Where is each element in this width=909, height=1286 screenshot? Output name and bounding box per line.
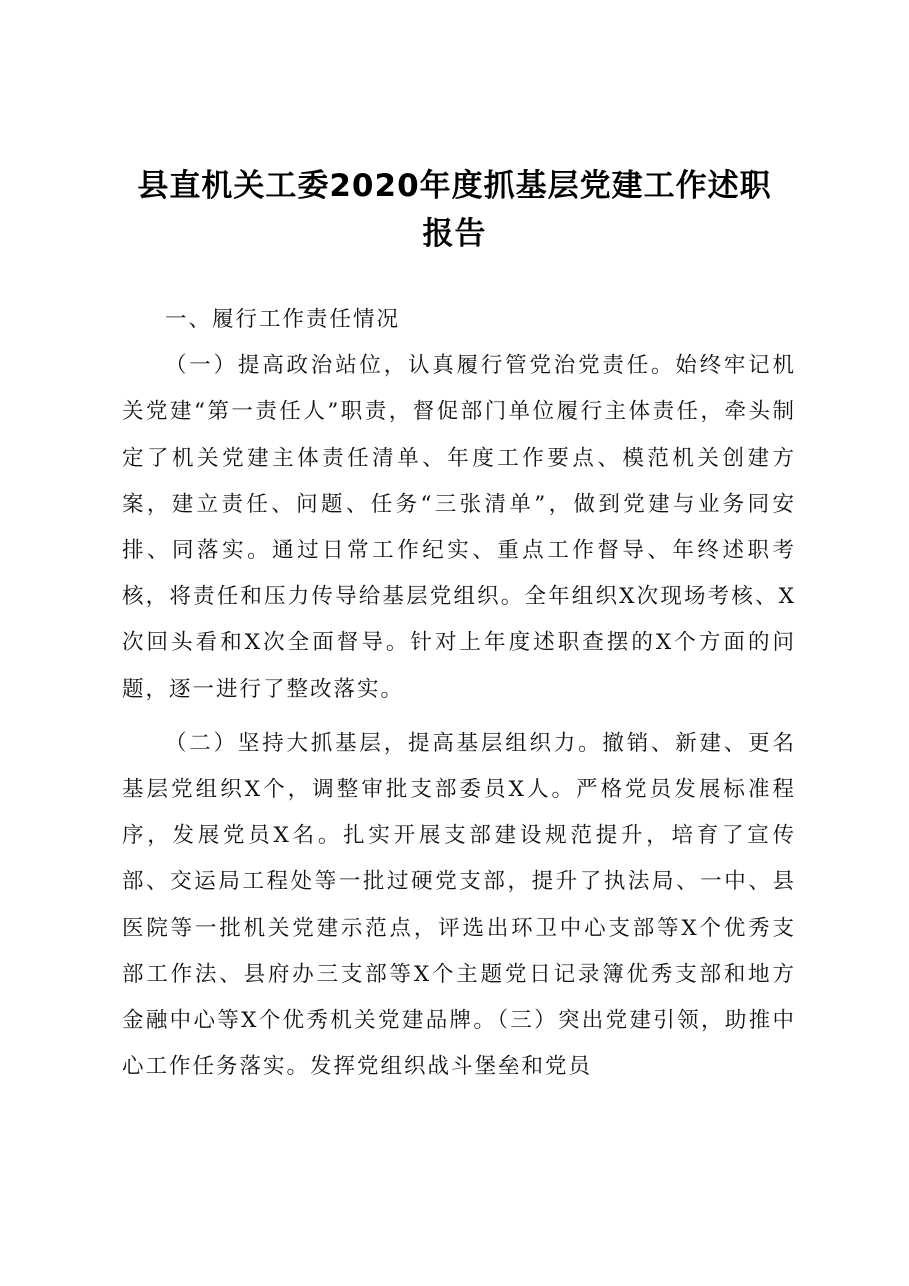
paragraph-1: （一）提高政治站位，认真履行管党治党责任。始终牢记机关党建“第一责任人”职责，督促部门单位履行主体责任，牵头制定了机关党建主体责任清单、年度工作要点、模范机关创建方案，建立责任、问题、任务“三张清单”，做到党建与业务同安排、同落实。通过日常工作纪实、重点工作督导、年终述职考核，将责任和压力传导给基层党组织。全年组织X次现场考核、X次回头看和X次全面督导。针对上年度述职查摆的X个方面的问题，逐一进行了整改落实。 <box>122 353 796 702</box>
document-body <box>122 297 796 1098</box>
title-line-2: 报告 <box>422 216 487 252</box>
paragraph-2: （二）坚持大抓基层，提高基层组织力。撤销、新建、更名基层党组织X个，调整审批支部委员X人。严格党员发展标准程序，发展党员X名。扎实开展支部建设规范提升，培育了宣传部、交运局工程处等一批过硬党支部，提升了执法局、一中、县医院等一批机关党建示范点，评选出环卫中心支部等X个优秀支部工作法、县府办三支部等X个主题党日记录簿优秀支部和地方金融中心等X个优秀机关党建品牌。（三）突出党建引领，助推中心工作任务落实。发挥党组织战斗堡垒和党员 <box>122 730 796 1080</box>
document-title <box>120 162 789 258</box>
title-line-1: 县直机关工委2020年度抓基层党建工作述职 <box>137 168 772 204</box>
section-heading: 一、履行工作责任情况 <box>165 307 401 332</box>
